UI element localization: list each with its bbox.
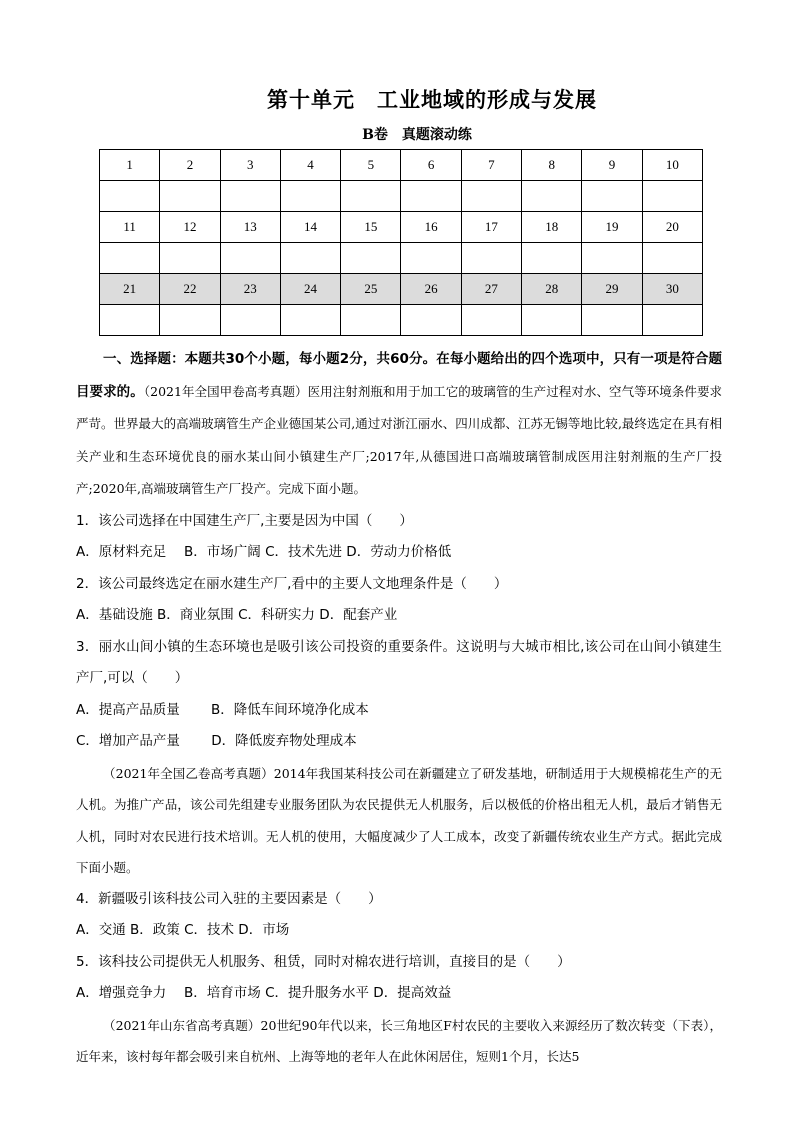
- question-number-cell: 10: [642, 150, 702, 181]
- question-number-cell: 16: [401, 212, 461, 243]
- section-heading: 一、选择题：本题共30个小题，每小题2分，共60分。在每小题给出的四个选项中，只有一项是符合题目要求的。: [76, 351, 722, 400]
- answer-cell[interactable]: [160, 243, 220, 274]
- answer-number-row: [100, 274, 703, 305]
- question-number-cell: 26: [401, 274, 461, 305]
- question-3: 3．丽水山间小镇的生态环境也是吸引该公司投资的重要条件。这说明与大城市相比,该公司在山间小镇建生产厂,可以（ ）: [76, 638, 722, 686]
- question-number-cell: 11: [100, 212, 160, 243]
- answer-cell[interactable]: [220, 305, 280, 336]
- answer-cell[interactable]: [341, 243, 401, 274]
- answer-cell[interactable]: [341, 305, 401, 336]
- question-2: 2．该公司最终选定在丽水建生产厂,看中的主要人文地理条件是（ ）: [76, 575, 508, 592]
- question-1-options: A．原材料充足 B．市场广阔 C．技术先进 D．劳动力价格低: [76, 544, 452, 560]
- question-number-cell: 27: [461, 274, 521, 305]
- question-5-options: A．增强竞争力 B．培育市场 C．提升服务水平 D．提高效益: [76, 985, 452, 1001]
- question-number-cell: 25: [341, 274, 401, 305]
- answer-cell[interactable]: [522, 181, 582, 212]
- question-number-cell: 24: [280, 274, 340, 305]
- answer-cell[interactable]: [280, 305, 340, 336]
- question-number-cell: 20: [642, 212, 702, 243]
- answer-number-row: [100, 212, 703, 243]
- answer-cell[interactable]: [582, 181, 642, 212]
- answer-cell[interactable]: [582, 243, 642, 274]
- answer-cell[interactable]: [642, 181, 702, 212]
- question-number-cell: 18: [522, 212, 582, 243]
- question-number-cell: 13: [220, 212, 280, 243]
- answer-cell[interactable]: [401, 305, 461, 336]
- answer-cell[interactable]: [642, 243, 702, 274]
- answer-blank-row: [100, 243, 703, 274]
- question-number-cell: 8: [522, 150, 582, 181]
- answer-number-row: [100, 150, 703, 181]
- question-number-cell: 5: [341, 150, 401, 181]
- question-number-cell: 19: [582, 212, 642, 243]
- question-number-cell: 28: [522, 274, 582, 305]
- question-number-cell: 3: [220, 150, 280, 181]
- answer-blank-row: [100, 181, 703, 212]
- answer-cell[interactable]: [461, 243, 521, 274]
- answer-cell[interactable]: [160, 305, 220, 336]
- passage-1-text: （2021年全国甲卷高考真题）医用注射剂瓶和用于加工它的玻璃管的生产过程对水、空气等环境条件要求严苛。世界最大的高端玻璃管生产企业德国某公司,通过对浙江丽水、四川成都、江苏无锡等地比较,最终选定在具有相关产业和生态环境优良的丽水某山间小镇建生产厂;2017年,从德国进口高端玻璃管制成医用注射剂瓶的生产厂投产;2020年,高端玻璃管生产厂投产。完成下面小题。: [76, 383, 722, 496]
- answer-cell[interactable]: [220, 181, 280, 212]
- page-subtitle: B卷 真题滚动练: [362, 127, 472, 143]
- question-number-cell: 17: [461, 212, 521, 243]
- question-number-cell: 21: [100, 274, 160, 305]
- answer-cell[interactable]: [461, 305, 521, 336]
- question-number-cell: 6: [401, 150, 461, 181]
- answer-cell[interactable]: [100, 243, 160, 274]
- answer-cell[interactable]: [100, 181, 160, 212]
- passage-1: [76, 344, 722, 506]
- answer-cell[interactable]: [401, 243, 461, 274]
- answer-table: [99, 149, 703, 336]
- answer-cell[interactable]: [220, 243, 280, 274]
- question-4: 4．新疆吸引该科技公司入驻的主要因素是（ ）: [76, 890, 382, 907]
- answer-cell[interactable]: [461, 181, 521, 212]
- question-number-cell: 14: [280, 212, 340, 243]
- page-title: 第十单元 工业地域的形成与发展: [267, 87, 597, 112]
- answer-cell[interactable]: [642, 305, 702, 336]
- answer-cell[interactable]: [160, 181, 220, 212]
- passage-3: （2021年山东省高考真题）20世纪90年代以来，长三角地区F村农民的主要收入来源经历了数次转变（下表），近年来，该村每年都会吸引来自杭州、上海等地的老年人在此休闲居住，短则1个月，长达5: [76, 1017, 722, 1064]
- question-1: 1．该公司选择在中国建生产厂,主要是因为中国（ ）: [76, 512, 413, 529]
- answer-cell[interactable]: [280, 181, 340, 212]
- question-5: 5．该科技公司提供无人机服务、租赁，同时对棉农进行培训，直接目的是（ ）: [76, 953, 571, 970]
- question-number-cell: 4: [280, 150, 340, 181]
- question-number-cell: 9: [582, 150, 642, 181]
- question-number-cell: 7: [461, 150, 521, 181]
- question-3-options-cd: C．增加产品产量 D．降低废弃物处理成本: [76, 733, 357, 749]
- question-section: [76, 344, 722, 1073]
- question-3-options-ab: A．提高产品质量 B．降低车间环境净化成本: [76, 701, 369, 718]
- answer-cell[interactable]: [522, 243, 582, 274]
- question-number-cell: 12: [160, 212, 220, 243]
- answer-cell[interactable]: [280, 243, 340, 274]
- answer-blank-row: [100, 305, 703, 336]
- answer-cell[interactable]: [522, 305, 582, 336]
- question-number-cell: 22: [160, 274, 220, 305]
- question-number-cell: 30: [642, 274, 702, 305]
- passage-2: （2021年全国乙卷高考真题）2014年我国某科技公司在新疆建立了研发基地，研制适用于大规模棉花生产的无人机。为推广产品，该公司先组建专业服务团队为农民提供无人机服务，后以极低的价格出租无人机，最后才销售无人机，同时对农民进行技术培训。无人机的使用，大幅度减少了人工成本，改变了新疆传统农业生产方式。据此完成下面小题。: [76, 765, 722, 875]
- question-number-cell: 29: [582, 274, 642, 305]
- answer-cell[interactable]: [582, 305, 642, 336]
- answer-cell[interactable]: [401, 181, 461, 212]
- answer-cell[interactable]: [341, 181, 401, 212]
- question-4-options: A．交通 B．政策 C．技术 D．市场: [76, 922, 290, 938]
- answer-cell[interactable]: [100, 305, 160, 336]
- question-2-options: A．基础设施 B．商业氛围 C．科研实力 D．配套产业: [76, 607, 398, 623]
- question-number-cell: 1: [100, 150, 160, 181]
- question-number-cell: 23: [220, 274, 280, 305]
- question-number-cell: 15: [341, 212, 401, 243]
- question-number-cell: 2: [160, 150, 220, 181]
